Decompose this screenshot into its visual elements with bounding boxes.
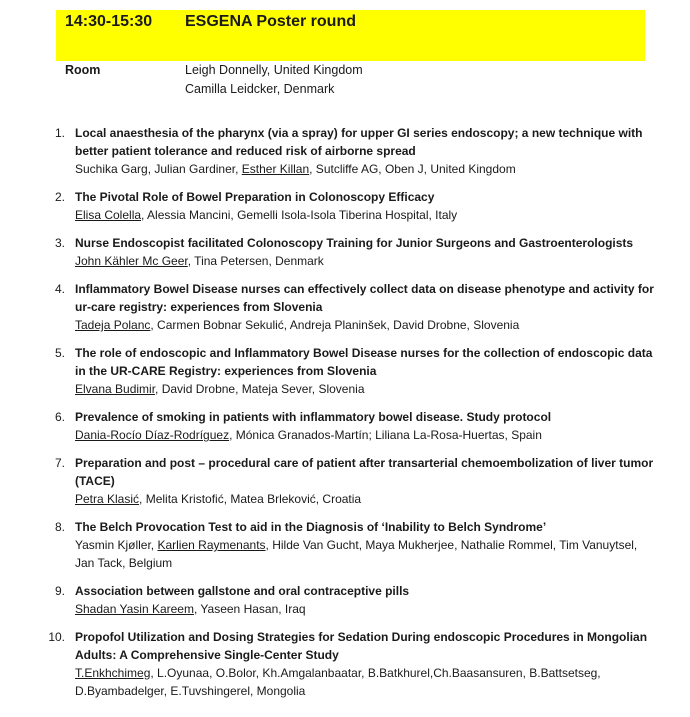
presenter-name: John Kähler Mc Geer — [75, 254, 188, 268]
authors-text: , Hilde Van Gucht, Maya Mukherjee, Nathalie Rommel, Tim Vanuytsel, Jan Tack, Belgium — [75, 538, 638, 570]
authors-text: , Tina Petersen, Denmark — [187, 254, 324, 268]
item-number: 5. — [54, 346, 65, 360]
authors-text: , Melita Kristofić, Matea Brleković, Croatia — [139, 492, 362, 506]
authors-text: , Sutcliffe AG, Oben J, United Kingdom — [309, 162, 516, 176]
poster-title: Inflammatory Bowel Disease nurses can effectively collect data on disease phenotype and activity for ur-care registry: experiences from Slovenia — [75, 282, 654, 314]
poster-title: Association between gallstone and oral contraceptive pills — [75, 584, 410, 598]
authors-text: , Alessia Mancini, Gemelli Isola-Isola Tiberina Hospital, Italy — [141, 208, 458, 222]
poster-authors — [75, 380, 655, 398]
item-number: 7. — [54, 456, 65, 470]
authors-text: , Carmen Bobnar Sekulić, Andreja Planinšek, David Drobne, Slovenia — [150, 318, 520, 332]
poster-title: Propofol Utilization and Dosing Strategies for Sedation During endoscopic Procedures in Mongolian Adults: A Comprehensive Single-Center Study — [75, 630, 648, 662]
poster-item — [0, 124, 690, 178]
presenter-name: Esther Killan — [241, 162, 310, 176]
poster-item — [0, 628, 690, 700]
poster-authors — [75, 490, 655, 508]
authors-text: , David Drobne, Mateja Sever, Slovenia — [155, 382, 365, 396]
poster-authors — [75, 206, 655, 224]
item-number: 2. — [54, 190, 65, 204]
presenter-name: Tadeja Polanc — [75, 318, 151, 332]
authors-text: , Yaseen Hasan, Iraq — [193, 602, 306, 616]
poster-title: Local anaesthesia of the pharynx (via a spray) for upper GI series endoscopy; a new technique with better patient tolerance and reduced risk of airborne spread — [75, 126, 643, 158]
presenter-name: Petra Klasić — [75, 492, 140, 506]
session-title: ESGENA Poster round — [185, 13, 356, 30]
poster-title: The role of endoscopic and Inflammatory Bowel Disease nurses for the collection of endoscopic data in the UR-CARE Registry: experiences from Slovenia — [75, 346, 653, 378]
poster-item — [0, 408, 690, 444]
poster-authors — [75, 160, 655, 178]
poster-item — [0, 518, 690, 572]
presenter-name: Karlien Raymenants — [157, 538, 266, 552]
item-number: 1. — [54, 126, 65, 140]
poster-authors — [75, 664, 655, 700]
poster-authors — [75, 536, 655, 572]
session-time: 14:30-15:30 — [65, 13, 153, 30]
item-number: 3. — [54, 236, 65, 250]
authors-text: Suchika Garg, Julian Gardiner, — [75, 162, 242, 176]
poster-authors — [75, 426, 655, 444]
poster-authors — [75, 316, 655, 334]
poster-title: Nurse Endoscopist facilitated Colonoscopy Training for Junior Surgeons and Gastroenterologists — [75, 236, 634, 250]
authors-text: , L.Oyunaa, O.Bolor, Kh.Amgalanbaatar, B.Batkhurel,Ch.Baasansuren, B.Battsetseg, D.Byambadelger, E.Tuvshingerel, Mongolia — [75, 666, 601, 698]
poster-item — [0, 234, 690, 270]
poster-title: The Pivotal Role of Bowel Preparation in Colonoscopy Efficacy — [75, 190, 435, 204]
presenter-name: Dania-Rocío Díaz-Rodríguez — [75, 428, 230, 442]
poster-list — [0, 124, 690, 710]
item-number: 10. — [48, 630, 65, 644]
presenter-name: Shadan Yasin Kareem — [75, 602, 194, 616]
poster-item — [0, 454, 690, 508]
presenter-name: Elvana Budimir — [75, 382, 156, 396]
poster-title: The Belch Provocation Test to aid in the Diagnosis of ‘Inability to Belch Syndrome’ — [75, 520, 547, 534]
poster-item — [0, 344, 690, 398]
presenter-name: T.Enkhchimeg — [75, 666, 151, 680]
room-label: Room — [65, 63, 101, 77]
poster-item — [0, 280, 690, 334]
poster-authors — [75, 252, 655, 270]
poster-item — [0, 582, 690, 618]
authors-text: Yasmin Kjøller, — [75, 538, 158, 552]
poster-item — [0, 188, 690, 224]
chair-name: Camilla Leidcker, Denmark — [185, 82, 335, 96]
item-number: 9. — [54, 584, 65, 598]
chair-name: Leigh Donnelly, United Kingdom — [185, 63, 363, 77]
poster-title: Preparation and post – procedural care of patient after transarterial chemoembolization of liver tumor (TACE) — [75, 456, 654, 488]
poster-title: Prevalence of smoking in patients with inflammatory bowel disease. Study protocol — [75, 410, 552, 424]
poster-authors — [75, 600, 655, 618]
item-number: 4. — [54, 282, 65, 296]
item-number: 8. — [54, 520, 65, 534]
presenter-name: Elisa Colella — [75, 208, 142, 222]
session-header — [56, 10, 645, 61]
authors-text: , Mónica Granados-Martín; Liliana La-Rosa-Huertas, Spain — [229, 428, 542, 442]
item-number: 6. — [54, 410, 65, 424]
